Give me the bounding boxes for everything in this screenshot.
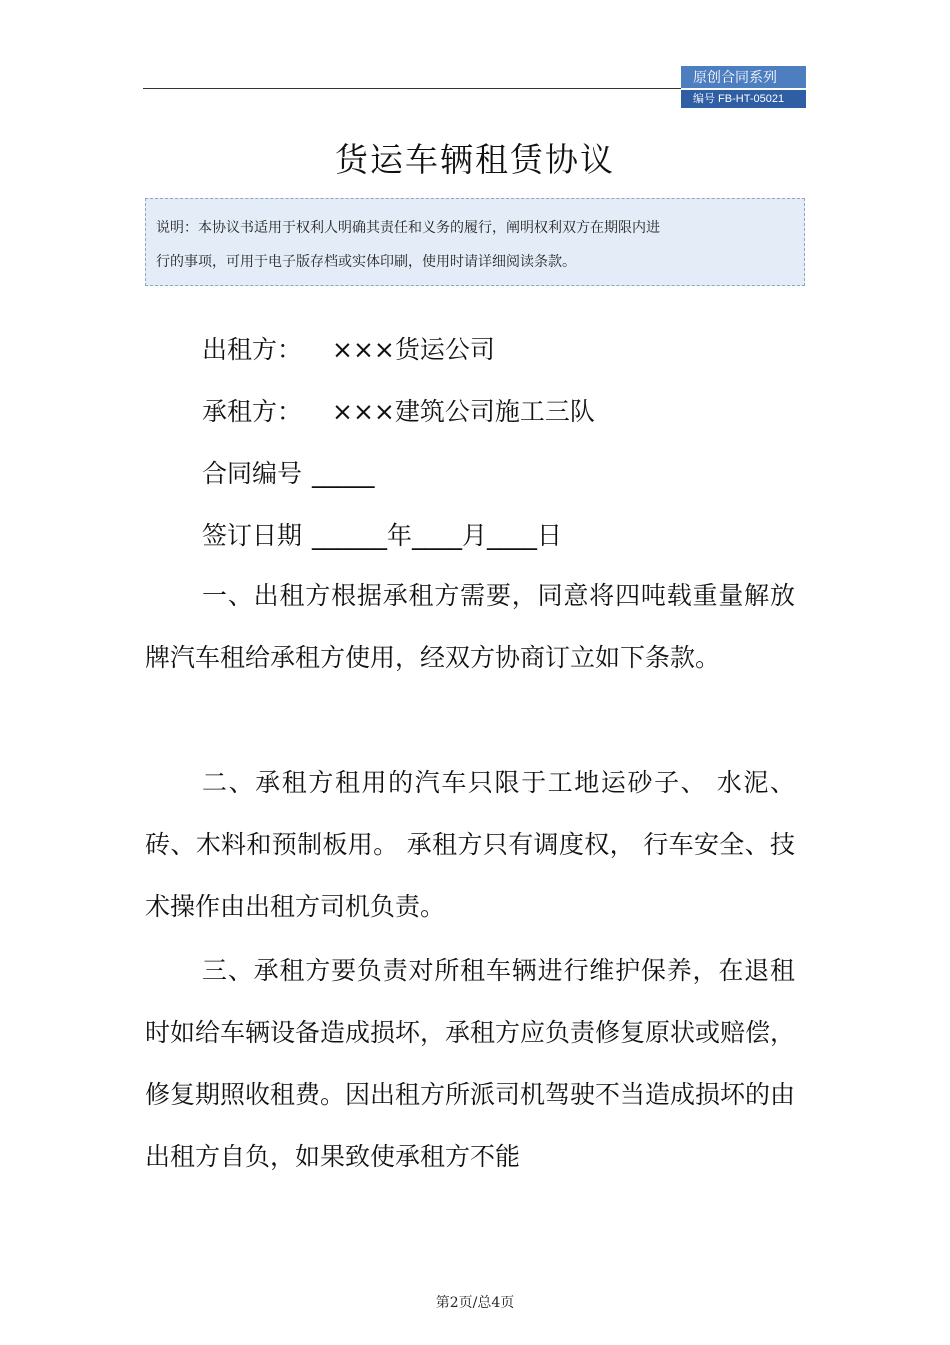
sign-date-field [202,516,562,552]
note-line-2: 行的事项，可用于电子版存档或实体印刷，使用时请详细阅读条款。 [156,254,576,270]
contract-number-label: 合同编号 [202,459,303,488]
lessee-label: 承租方： [202,397,303,426]
lessee-field [202,392,595,428]
instruction-note [145,198,805,286]
page-indicator: 第2页/总4页 [435,1295,515,1311]
clause-2: 二、承租方租用的汽车只限于工地运砂子、 水泥、砖、木料和预制板用。 承租方只有调度权， 行车安全、技术操作由出租方司机负责。 [145,768,795,921]
contract-number-field [202,454,375,490]
series-label: 原创合同系列 [681,66,806,88]
contract-code: 编号 FB-HT-05021 [681,90,806,108]
sign-date-label: 签订日期 [202,521,303,550]
lessor-value: ×××货运公司 [332,335,495,364]
lessee-value: ×××建筑公司施工三队 [332,397,595,426]
document-title: 货运车辆租赁协议 [335,140,615,179]
clause-3: 三、承租方要负责对所租车辆进行维护保养，在退租时如给车辆设备造成损坏，承租方应负责修复原状或赔偿，修复期照收租费。因出租方所派司机驾驶不当造成损坏的由出租方自负，如果致使承租方不能 [145,956,796,1171]
header-rule [143,88,681,89]
lessor-label: 出租方： [202,335,303,364]
contract-number-blank: _____ [312,459,375,488]
series-badge [681,66,806,108]
note-line-1: 说明：本协议书适用于权利人明确其责任和义务的履行，阐明权利双方在期限内进 [156,220,660,236]
lessor-field [202,330,495,366]
sign-date-blank: ______年____月____日 [312,521,563,550]
clause-1: 一、出租方根据承租方需要，同意将四吨载重量解放牌汽车租给承租方使用，经双方协商订立如下条款。 [145,581,795,672]
